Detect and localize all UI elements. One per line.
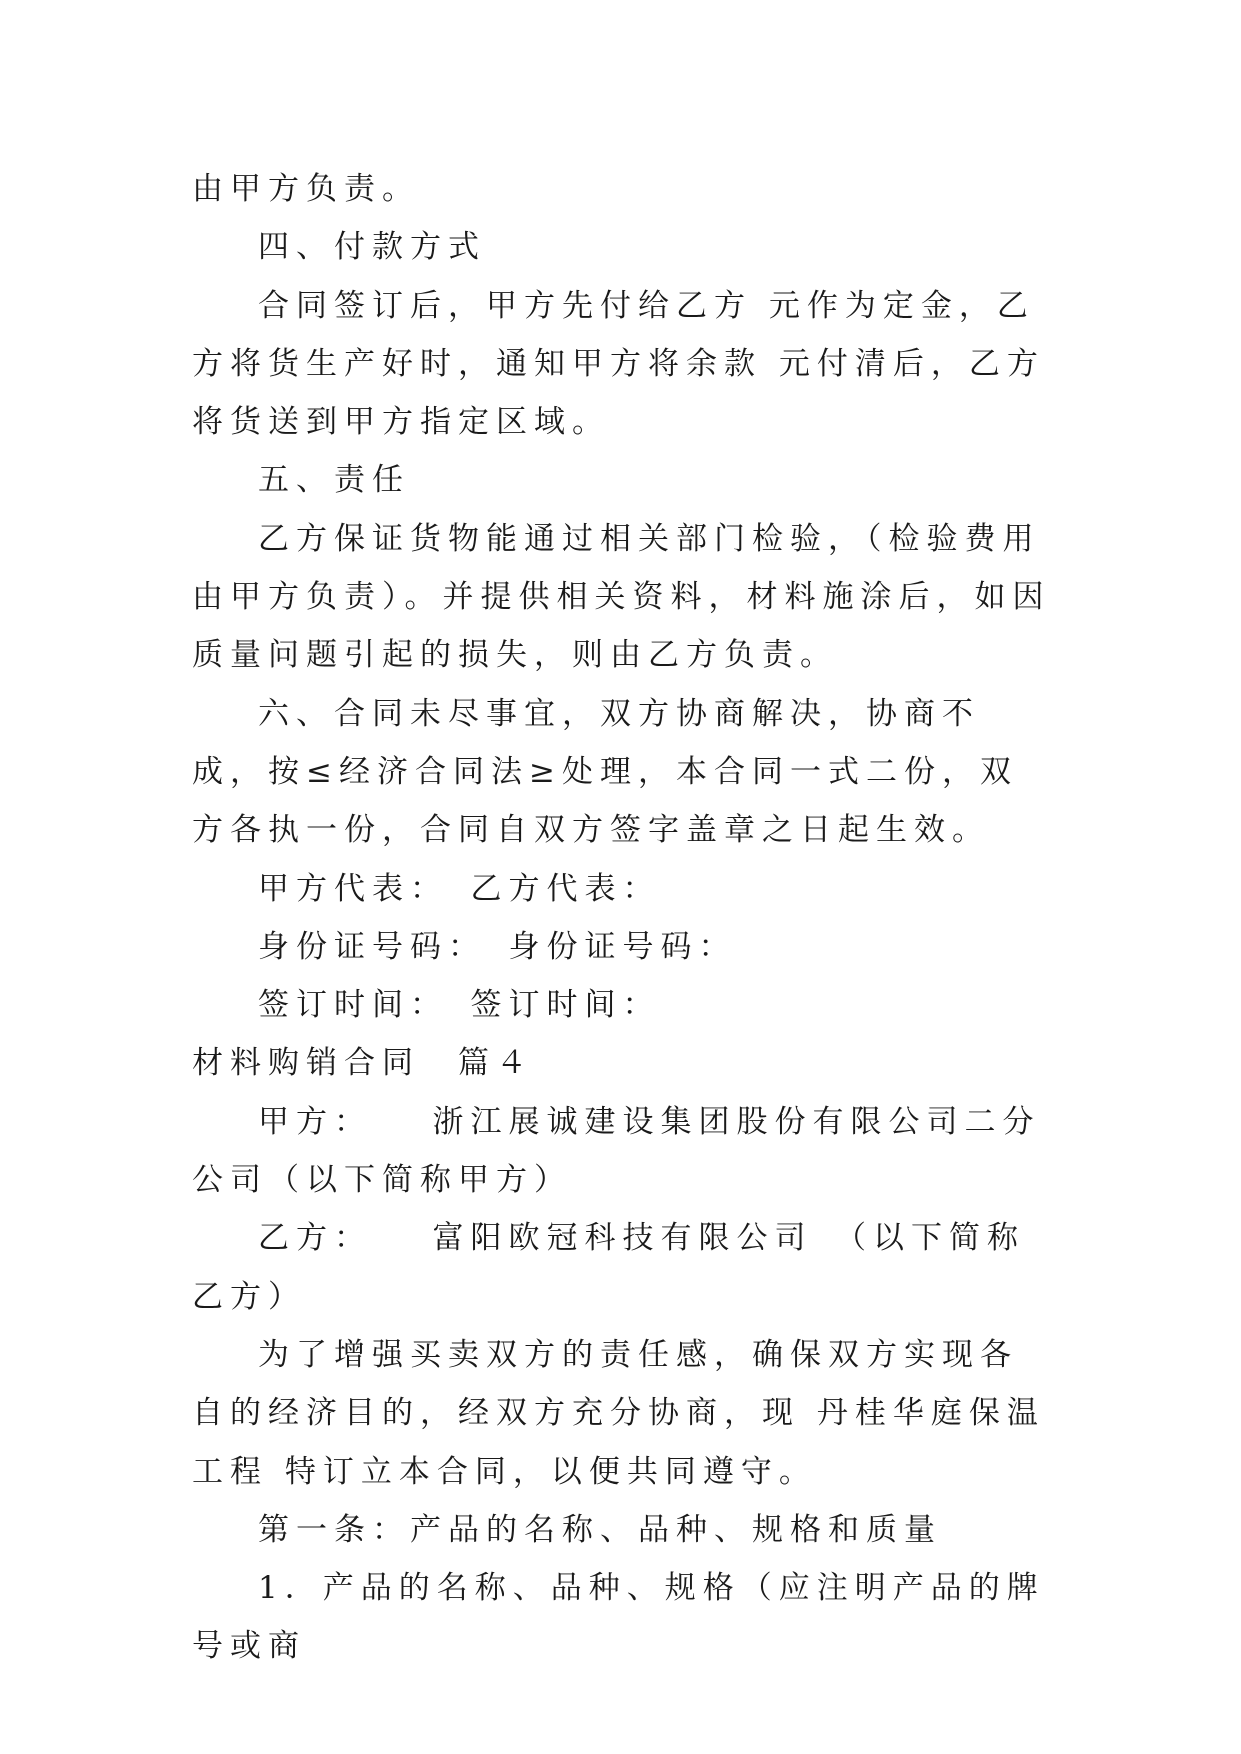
heading-payment-method: 四、付款方式	[258, 229, 486, 266]
article-one-item-1: 1．产品的名称、品种、规格（应注明产品的牌号或商	[192, 1570, 1045, 1665]
signature-representatives: 甲方代表： 乙方代表：	[258, 870, 661, 907]
heading-responsibility: 五、责任	[258, 462, 410, 499]
paragraph-payment-terms: 合同签订后，甲方先付给乙方 元作为定金，乙方将货生产好时，通知甲方将余款 元付清后，乙方将货送到甲方指定区域。	[192, 287, 1045, 441]
party-b: 乙方： 富阳欧冠科技有限公司 （以下简称乙方）	[192, 1220, 1025, 1315]
signature-id-numbers: 身份证号码： 身份证号码：	[258, 928, 737, 965]
document-body	[192, 160, 1054, 1676]
signature-dates: 签订时间： 签订时间：	[258, 987, 661, 1024]
paragraph-contract-purpose: 为了增强买卖双方的责任感，确保双方实现各自的经济目的，经双方充分协商，现 丹桂华庭保温工程 特订立本合同，以便共同遵守。	[192, 1336, 1045, 1490]
section-title-contract-4: 材料购销合同 篇４	[192, 1045, 534, 1082]
article-one-heading: 第一条：产品的名称、品种、规格和质量	[258, 1511, 942, 1548]
party-a: 甲方： 浙江展诚建设集团股份有限公司二分公司（以下简称甲方）	[192, 1103, 1041, 1199]
paragraph-quality-guarantee: 乙方保证货物能通过相关部门检验，（检验费用由甲方负责）。并提供相关资料，材料施涂后，如因质量问题引起的损失，则由乙方负责。	[192, 520, 1051, 674]
paragraph-continued-responsibility: 由甲方负责。	[192, 171, 420, 207]
paragraph-unresolved-matters: 六、合同未尽事宜，双方协商解决，协商不成，按≤经济合同法≥处理，本合同一式二份，双方各执一份，合同自双方签字盖章之日起生效。	[192, 695, 1018, 849]
